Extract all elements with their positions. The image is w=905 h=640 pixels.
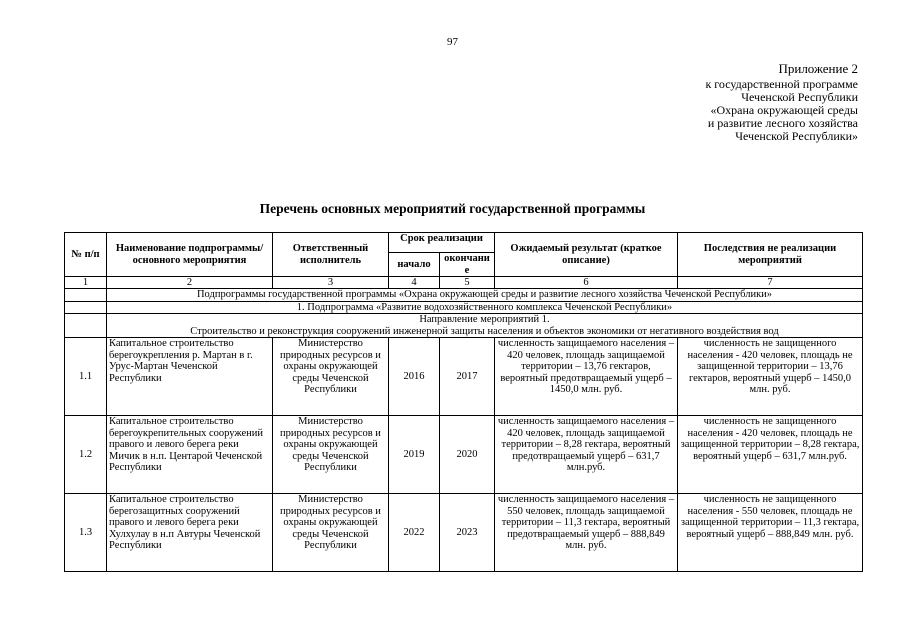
row-result: численность защищаемого населения – 420 человек, площадь защищаемой территории – 8,28 гектара, вероятный предотвращаемый ущерб – 631,7 млн.руб. [495,416,678,494]
table-row [65,416,863,494]
appendix-line: Чеченской Республики» [735,129,858,143]
column-number: 4 [389,277,440,289]
row-end: 2020 [440,416,495,494]
row-consequences: численность не защищенного населения - 420 человек, площадь не защищенной территории – 8,28 гектара, вероятный ущерб – 631,7 млн.руб. [678,416,863,494]
row-result: численность защищаемого населения – 550 человек, площадь защищаемой территории – 11,3 гектара, вероятный предотвращаемый ущерб – 888,849 млн. руб. [495,494,678,572]
direction-text: Строительство и реконструкция сооружений инженерной защиты населения и объектов экономики от негативного воздействия вод [190,325,779,337]
row-name: Капитальное строительство берегоукрепления р. Мартан в г. Урус-Мартан Чеченской Республики [107,338,273,416]
appendix-block [705,62,858,143]
column-number: 6 [495,277,678,289]
direction-title: Направление мероприятий 1. [419,314,550,325]
column-number: 7 [678,277,863,289]
row-start: 2022 [389,494,440,572]
column-number: 2 [107,277,273,289]
header-result: Ожидаемый результат (краткое описание) [495,233,678,277]
section-row [65,301,863,314]
header-executor: Ответственный исполнитель [273,233,389,277]
row-num: 1.2 [65,416,107,494]
header-period: Срок реализации [389,233,495,253]
table-row [65,338,863,416]
row-consequences: численность не защищенного населения - 420 человек, площадь не защищенной территории – 13,76 гектаров, вероятный ущерб – 1450,0 млн. руб. [678,338,863,416]
column-number: 3 [273,277,389,289]
activities-table [64,232,863,572]
document-title: Перечень основных мероприятий государственной программы [259,201,646,216]
row-executor: Министерство природных ресурсов и охраны окружающей среды Чеченской Республики [273,338,389,416]
column-number: 5 [440,277,495,289]
section-row [65,314,863,338]
page-number: 97 [447,36,458,48]
row-consequences: численность не защищенного населения - 550 человек, площадь не защищенной территории – 11,3 гектара, вероятный ущерб – 888,849 млн. руб. [678,494,863,572]
row-executor: Министерство природных ресурсов и охраны окружающей среды Чеченской Республики [273,416,389,494]
header-start: начало [389,253,440,277]
subprograms-heading: Подпрограммы государственной программы «Охрана окружающей среды и развитие лесного хозяйства Чеченской Республики» [107,289,863,302]
row-end: 2023 [440,494,495,572]
appendix-line: «Охрана окружающей среды [710,103,858,117]
header-name: Наименование подпрограммы/ основного мероприятия [107,233,273,277]
appendix-line: к государственной программе [705,77,858,91]
column-number-row [65,277,863,289]
subprogram-1-heading: 1. Подпрограмма «Развитие водохозяйственного комплекса Чеченской Республики» [107,301,863,314]
row-end: 2017 [440,338,495,416]
header-consequences: Последствия не реализации мероприятий [678,233,863,277]
header-num: № п/п [65,233,107,277]
table-row [65,494,863,572]
appendix-heading: Приложение 2 [778,61,858,76]
row-name: Капитальное строительство берегозащитных сооружений правого и левого берега реки Хулхулау в н.п Автуры Чеченской Республики [107,494,273,572]
row-start: 2019 [389,416,440,494]
direction-heading [107,314,863,338]
section-row [65,289,863,302]
row-executor: Министерство природных ресурсов и охраны окружающей среды Чеченской Республики [273,494,389,572]
row-num: 1.3 [65,494,107,572]
row-result: численность защищаемого населения – 420 человек, площадь защищаемой территории – 13,76 гектаров, вероятный предотвращаемый ущерб – 1450,0 млн. руб. [495,338,678,416]
column-number: 1 [65,277,107,289]
row-start: 2016 [389,338,440,416]
appendix-line: и развитие лесного хозяйства [707,116,858,130]
row-num: 1.1 [65,338,107,416]
header-end: окончание [440,253,495,277]
row-name: Капитальное строительство берегоукрепительных сооружений правого и левого берега реки Мичик в н.п. Центарой Чеченской Республики [107,416,273,494]
appendix-line: Чеченской Республики [741,90,858,104]
header-row [65,233,863,253]
